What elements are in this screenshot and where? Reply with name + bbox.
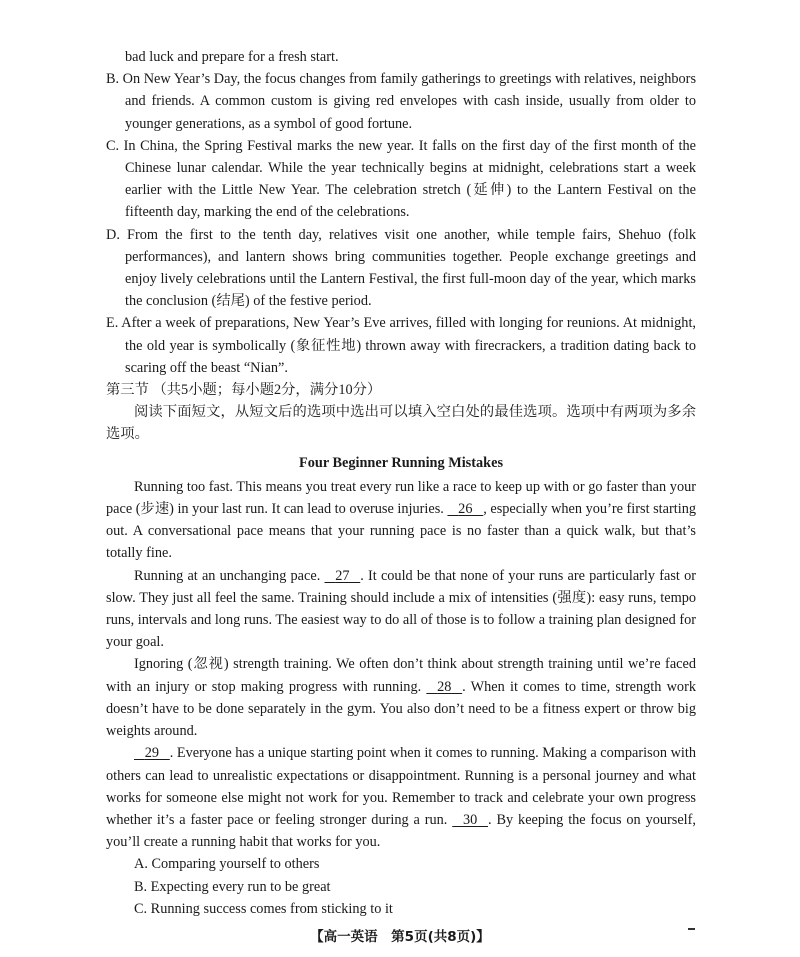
paragraph-text: . When it comes to time, strength work doesn’t have to be done separately in the gym. You also don’t need to be a fitness expert or throw big weights around. [106, 678, 696, 740]
paragraph-4 [106, 742, 696, 853]
paragraph-text: Running at an unchanging pace. [134, 567, 325, 584]
answer-option-a: A. Comparing yourself to others [134, 856, 320, 873]
option-b: B. On New Year’s Day, the focus changes from family gatherings to greetings with relatives, neighbors and friends. A common custom is giving red envelopes with cash inside, usually from older to younger generations, as a symbol of good fortune. [106, 71, 697, 132]
section-heading: 第三节 （共5小题；每小题2分，满分10分） [106, 382, 382, 399]
option-c: C. In China, the Spring Festival marks the new year. It falls on the first day of the first month of the Chinese lunar calendar. While the year technically begins at midnight, celebrations start a week earlier with the Little New Year. The celebration stretch (延伸) to the Lantern Festival on the fifteenth day, marking the end of the celebrations. [106, 137, 696, 221]
paragraph-text: Running too fast. This means you treat every run like a race to keep up with or go faster than your pace (步速) in your last run. It can lead to overuse injuries. [106, 478, 696, 518]
blank-28: 28 [437, 678, 452, 695]
blank-30: 30 [463, 811, 478, 828]
paragraph-text: . Everyone has a unique starting point when it comes to running. Making a comparison with others can lead to unrealistic expectations or disappointment. Running is a personal journey and what works for someone else might not work for you. Remember to track and celebrate your own progress whether it’s a faster pace or feeling stronger during a run. [106, 745, 696, 828]
paragraph-2 [106, 565, 696, 654]
paragraph-text: . It could be that none of your runs are particularly fast or slow. They just all feel the same. Training should include a mix of intensities (强度): easy runs, tempo runs, intervals and long runs. The easiest way to do all of those is to follow a training plan designed for your goal. [106, 567, 696, 651]
corner-mark [688, 928, 695, 930]
option-d: D. From the first to the tenth day, relatives visit one another, while temple fairs, Shehuo (folk performances), and lantern shows bring communities together. People exchange greetings and enjoy lively celebrations until the Lantern Festival, the first full-moon day of the year, which marks the conclusion (结尾) of the festive period. [106, 226, 696, 310]
blank-27: 27 [335, 567, 350, 584]
blank-26: 26 [458, 501, 473, 518]
paragraph-text: Ignoring (忽视) strength training. We often don’t think about strength training until we’re faced with an injury or stop making progress with running. [106, 656, 696, 695]
page-footer: 【高一英语 第5页(共8页)】 [310, 929, 490, 945]
paragraph-3 [106, 653, 696, 742]
paragraph-text: , especially when you’re first starting out. A conversational pace means that your running pace is no faster than a quick walk, but that’s totally fine. [106, 501, 697, 562]
option-a-continuation: bad luck and prepare for a fresh start. [125, 49, 339, 65]
section-instruction: 阅读下面短文，从短文后的选项中选出可以填入空白处的最佳选项。选项中有两项为多余选项。 [106, 404, 696, 443]
passage-title: Four Beginner Running Mistakes [298, 454, 504, 471]
option-e: E. After a week of preparations, New Year’s Eve arrives, filled with longing for reunions. At midnight, the old year is symbolically (象征性地) thrown away with firecrackers, a tradition dating back to scaring off the beast “Nian”. [106, 315, 696, 376]
page-content [106, 46, 696, 920]
blank-29: 29 [144, 745, 160, 762]
answer-option-c: C. Running success comes from sticking to it [134, 900, 393, 917]
paragraph-text: . By keeping the focus on yourself, you’ll create a running habit that works for you. [106, 811, 696, 851]
paragraph-1 [106, 476, 696, 565]
answer-option-b: B. Expecting every run to be great [134, 878, 331, 895]
